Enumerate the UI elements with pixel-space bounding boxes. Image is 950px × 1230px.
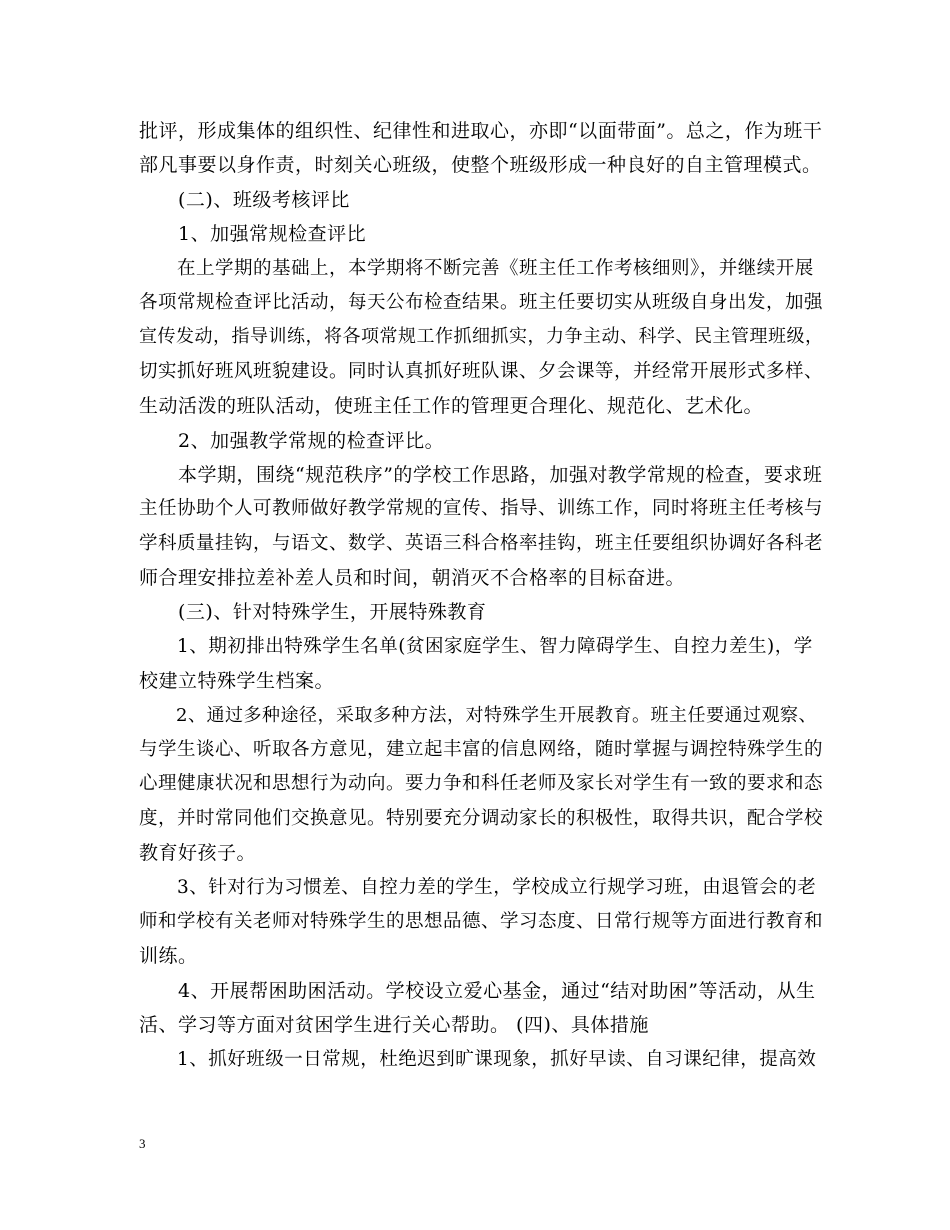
text-line: 本学期，围绕“规范秩序”的学校工作思路，加强对教学常规的检查，要求班 bbox=[139, 463, 823, 486]
text-line: 1、加强常规检查评比 bbox=[139, 223, 367, 246]
text-line: 主任协助个人可教师做好教学常规的宣传、指导、训练工作，同时将班主任考核与 bbox=[139, 498, 824, 520]
text-line: 切实抓好班风班貌建设。同时认真抓好班队课、夕会课等，并经常开展形式多样、 bbox=[139, 360, 824, 382]
text-line: (三)、针对特殊学生，开展特殊教育 bbox=[139, 601, 487, 624]
text-line: 师和学校有关老师对特殊学生的思想品德、学习态度、日常行规等方面进行教育和 bbox=[139, 910, 824, 932]
text-line: 批评，形成集体的组织性、纪律性和进取心，亦即“以面带面”。总之，作为班干 bbox=[139, 120, 823, 142]
text-line: 部凡事要以身作责，时刻关心班级，使整个班级形成一种良好的自主管理模式。 bbox=[139, 154, 822, 177]
text-line: 2、通过多种途径，采取多种方法，对特殊学生开展教育。班主任要通过观察、 bbox=[139, 704, 817, 726]
text-line: 1、抓好班级一日常规，杜绝迟到旷课现象，抓好早读、自习课纪律，提高效 bbox=[139, 1048, 817, 1070]
text-line: (二)、班级考核评比 bbox=[139, 188, 350, 211]
text-line: 训练。 bbox=[139, 945, 198, 968]
text-line: 各项常规检查评比活动，每天公布检查结果。班主任要切实从班级自身出发，加强 bbox=[139, 291, 824, 313]
text-line: 在上学期的基础上，本学期将不断完善《班主任工作考核细则》，并继续开展 bbox=[139, 257, 814, 279]
text-line: 宣传发动，指导训练，将各项常规工作抓细抓实，力争主动、科学、民主管理班级， bbox=[139, 326, 824, 348]
text-line: 与学生谈心、听取各方意见，建立起丰富的信息网络，随时掌握与调控特殊学生的 bbox=[139, 739, 824, 761]
text-line: 生动活泼的班队活动，使班主任工作的管理更合理化、规范化、艺术化。 bbox=[139, 395, 764, 418]
page-body-text bbox=[139, 114, 824, 1077]
page-number: 3 bbox=[139, 1136, 146, 1151]
text-line: 1、期初排出特殊学生名单(贫困家庭学生、智力障碍学生、自控力差生)，学 bbox=[139, 635, 813, 657]
text-line: 师合理安排拉差补差人员和时间，朝消灭不合格率的目标奋进。 bbox=[139, 567, 686, 590]
text-line: 4、开展帮困助困活动。学校设立爱心基金，通过“结对助困”等活动，从生 bbox=[139, 979, 816, 1002]
text-line: 教育好孩子。 bbox=[139, 842, 257, 865]
text-line: 心理健康状况和思想行为动向。要力争和科任老师及家长对学生有一致的要求和态 bbox=[139, 773, 824, 795]
text-line: 活、学习等方面对贫困学生进行关心帮助。 (四)、具体措施 bbox=[139, 1014, 649, 1037]
text-line: 3、针对行为习惯差、自控力差的学生，学校成立行规学习班，由退管会的老 bbox=[139, 876, 817, 898]
text-line: 度，并时常同他们交换意见。特别要充分调动家长的积极性，取得共识，配合学校 bbox=[139, 807, 824, 829]
text-line: 学科质量挂钩，与语文、数学、英语三科合格率挂钩，班主任要组织协调好各科老 bbox=[139, 532, 824, 554]
text-line: 2、加强教学常规的检查评比。 bbox=[139, 429, 445, 452]
text-line: 校建立特殊学生档案。 bbox=[139, 670, 335, 693]
